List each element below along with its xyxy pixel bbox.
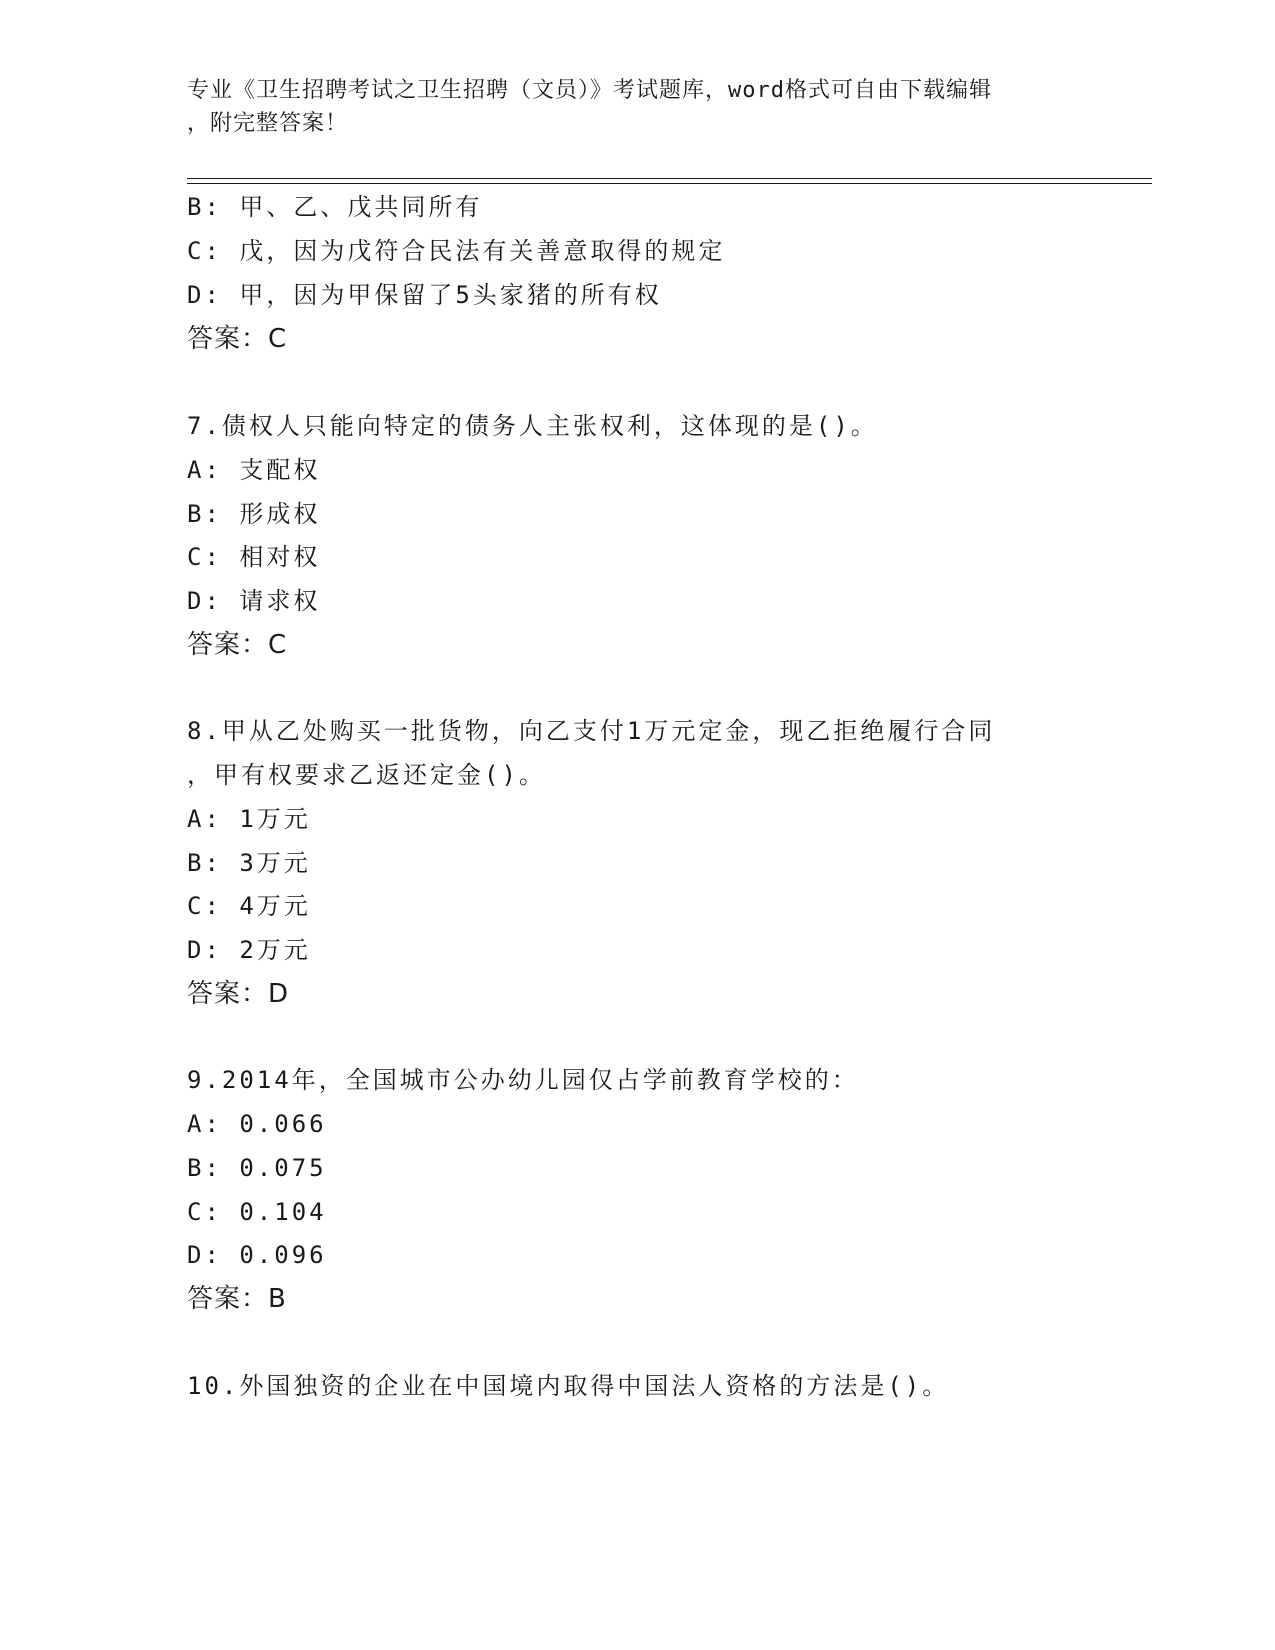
q8-option-c: C: 4万元	[187, 892, 311, 920]
q6-answer: 答案：C	[187, 324, 288, 354]
q9-option-d: D: 0.096	[187, 1241, 327, 1269]
q10-question: 10.外国独资的企业在中国境内取得中国法人资格的方法是()。	[187, 1372, 950, 1400]
header-divider-bottom	[187, 183, 1152, 184]
q9-option-c: C: 0.104	[187, 1198, 327, 1226]
q8-question-line-2: ，甲有权要求乙返还定金()。	[187, 761, 546, 789]
q9-option-a: A: 0.066	[187, 1110, 327, 1138]
q7-question: 7.债权人只能向特定的债务人主张权利，这体现的是()。	[187, 412, 878, 440]
q9-option-b: B: 0.075	[187, 1154, 327, 1182]
q6-option-b: B: 甲、乙、戊共同所有	[187, 193, 483, 221]
q9-question: 9.2014年，全国城市公办幼儿园仅占学前教育学校的：	[187, 1066, 859, 1094]
header-divider-top	[187, 178, 1152, 179]
q9-answer: 答案：B	[187, 1284, 287, 1314]
q8-answer: 答案：D	[187, 979, 290, 1009]
q7-option-b: B: 形成权	[187, 500, 321, 528]
header-line-2: ，附完整答案！	[187, 111, 349, 136]
q8-option-d: D: 2万元	[187, 936, 311, 964]
q8-question-line-1: 8.甲从乙处购买一批货物，向乙支付1万元定金，现乙拒绝履行合同	[187, 717, 996, 745]
q6-option-d: D: 甲，因为甲保留了5头家猪的所有权	[187, 281, 662, 309]
q8-option-b: B: 3万元	[187, 849, 311, 877]
q6-option-c: C: 戊，因为戊符合民法有关善意取得的规定	[187, 237, 726, 265]
q7-option-d: D: 请求权	[187, 587, 321, 615]
q8-option-a: A: 1万元	[187, 805, 311, 833]
q7-answer: 答案：C	[187, 630, 288, 660]
q7-option-a: A: 支配权	[187, 456, 321, 484]
document-header	[187, 74, 1087, 140]
q7-option-c: C: 相对权	[187, 543, 321, 571]
header-line-1: 专业《卫生招聘考试之卫生招聘（文员）》考试题库，word格式可自由下载编辑	[187, 78, 992, 103]
